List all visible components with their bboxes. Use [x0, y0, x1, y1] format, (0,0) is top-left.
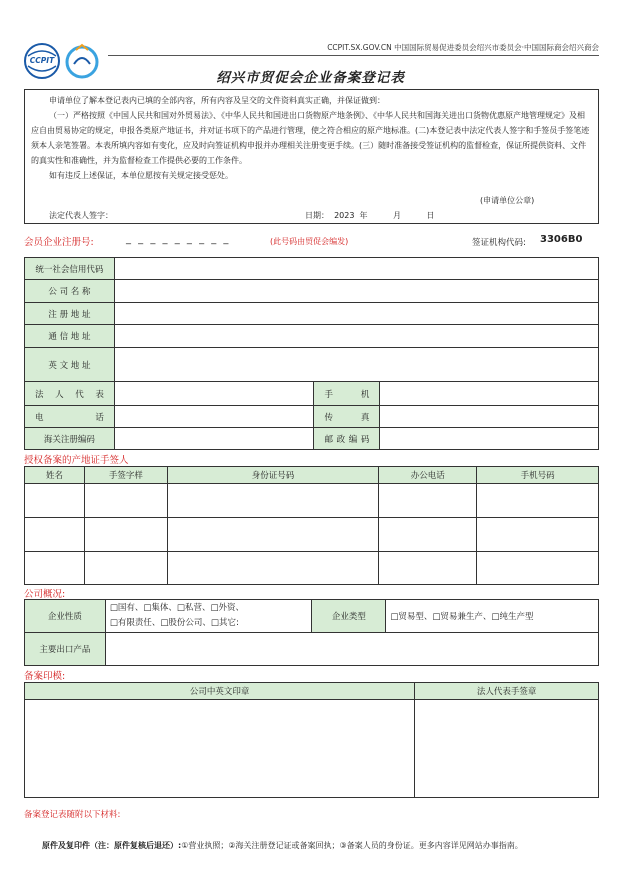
legal-rep-field[interactable]: [114, 382, 314, 406]
type-options[interactable]: □贸易型、□贸易兼生产、□纯生产型: [386, 600, 599, 633]
mail-address-field[interactable]: [114, 325, 598, 348]
signers-table: [24, 466, 599, 585]
overview-table: [24, 599, 599, 666]
legal-rep-seal-area[interactable]: [415, 700, 599, 798]
postcode-label: 邮政编码: [314, 428, 380, 450]
mail-address-label: 通 信 地 址: [25, 325, 115, 348]
mobile-field[interactable]: [380, 382, 599, 406]
credit-code-label: 统一社会信用代码: [25, 258, 115, 280]
seals-table: [24, 682, 599, 798]
signers-section-title: 授权备案的产地证手签人: [24, 455, 129, 466]
company-name-label: 公 司 名 称: [25, 280, 115, 303]
declaration-date: 日期： 2023 年 月 日: [305, 211, 435, 220]
nature-label: 企业性质: [25, 600, 106, 633]
fax-field[interactable]: [380, 406, 599, 428]
type-label: 企业类型: [312, 600, 386, 633]
products-field[interactable]: [105, 633, 598, 666]
signers-col-mobile: 手机号码: [477, 467, 599, 484]
company-seal-area[interactable]: [25, 700, 415, 798]
reg-address-label: 注 册 地 址: [25, 303, 115, 325]
page-title: 绍兴市贸促会企业备案登记表: [216, 70, 405, 86]
en-address-field[interactable]: [114, 348, 598, 382]
declaration-intro: 申请单位了解本登记表内已填的全部内容，所有内容及呈交的文件资料真实正确，并保证做到：: [49, 96, 385, 105]
legal-rep-sign-label: 法定代表人签字：: [49, 211, 113, 220]
org-code-value: 3306B0: [540, 234, 583, 245]
signers-col-office-phone: 办公电话: [379, 467, 477, 484]
reg-address-field[interactable]: [114, 303, 598, 325]
table-row: [25, 552, 599, 585]
declaration-seal: (申请单位公章): [480, 196, 535, 205]
signers-col-id: 身份证号码: [167, 467, 379, 484]
legal-rep-seal-label: 法人代表手签章: [415, 683, 599, 700]
company-name-field[interactable]: [114, 280, 598, 303]
credit-code-field[interactable]: [114, 258, 598, 280]
member-reg-note: (此号码由贸促会编发): [270, 237, 349, 246]
member-reg-label: 会员企业注册号:: [24, 237, 94, 248]
nature-options-line1[interactable]: □国有、□集体、□私营、□外资、: [109, 603, 244, 613]
signers-col-signature: 手签字样: [84, 467, 167, 484]
member-reg-blanks[interactable]: _ _ _ _ _ _ _ _ _: [126, 234, 231, 245]
org-code-label: 签证机构代码:: [472, 238, 526, 248]
signers-col-name: 姓名: [25, 467, 85, 484]
company-seal-label: 公司中英文印章: [25, 683, 415, 700]
company-info-table: [24, 257, 599, 450]
customs-code-field[interactable]: [114, 428, 314, 450]
ccpit-logo-text: CCPIT: [29, 56, 55, 65]
phone-label: 电话: [25, 406, 115, 428]
nature-options[interactable]: [105, 600, 312, 633]
attachments-bold: 原件及复印件（注：原件复核后退还）:: [42, 841, 182, 850]
postcode-field[interactable]: [380, 428, 599, 450]
attachments-line: [42, 840, 523, 851]
mobile-label: 手机: [314, 382, 380, 406]
overview-section-title: 公司概况:: [24, 589, 66, 600]
seals-section-title: 备案印模:: [24, 671, 66, 682]
phone-field[interactable]: [114, 406, 314, 428]
header-org-line: CCPIT.SX.GOV.CN 中国国际贸易促进委员会绍兴市委员会·中国国际商会绍兴商会: [327, 43, 599, 52]
products-label: 主要出口产品: [25, 633, 106, 666]
declaration-box: [24, 89, 599, 224]
table-row: [25, 484, 599, 518]
en-address-label: 英 文 地 址: [25, 348, 115, 382]
attachments-items: ①营业执照；②海关注册登记证或备案回执；③备案人员的身份证。更多内容详见网站办事指南。: [181, 841, 523, 850]
customs-code-label: 海关注册编码: [25, 428, 115, 450]
declaration-clause: （一）严格按照《中国人民共和国对外贸易法》、《中华人民共和国进出口货物原产地条例》、《中华人民共和国海关进出口货物优惠原产地管理规定》及相应自由贸易协定的规定，申报各类原产地证书，并对证书项下的产品进行管理，使之符合相应的原产地标准。(二)本登记表中法定代表人签字和手签员手签笔迹须本人亲笔签署。本表所填内容如有变化，应及时向签证机构申报并办理相关注册变更手续。(三）随时准备接受签证机构的监督检查，保证所提供资料、文件的真实性和准确性，并为监督检查工作提供必要的工作条件。: [31, 111, 590, 165]
header-rule: [108, 55, 599, 56]
attachments-title: 备案登记表随附以下材料:: [24, 810, 121, 820]
fax-label: 传真: [314, 406, 380, 428]
table-row: [25, 518, 599, 552]
nature-options-line2[interactable]: □有限责任、□股份公司、□其它:: [109, 618, 239, 628]
declaration-violation: 如有违反上述保证，本单位愿按有关规定接受惩处。: [49, 171, 233, 180]
legal-rep-label: 法人代表: [25, 382, 115, 406]
